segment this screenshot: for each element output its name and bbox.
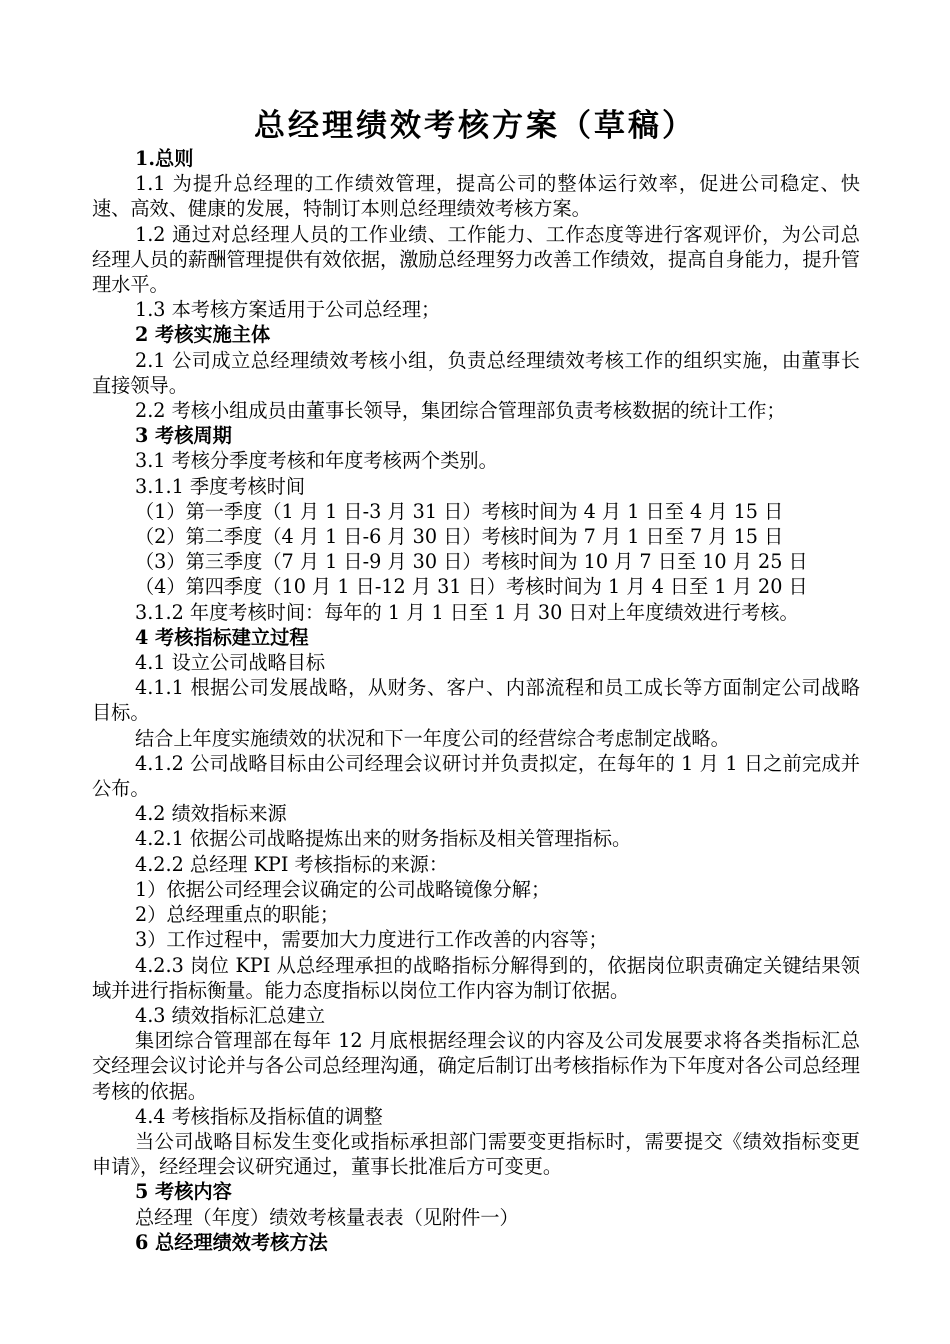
paragraph: 1.3 本考核方案适用于公司总经理； <box>135 298 441 322</box>
paragraph: 3.1.1 季度考核时间 <box>135 474 306 498</box>
document-title: 总经理绩效考核方案（草稿） <box>254 108 696 144</box>
paragraph: 4.2.1 依据公司战略提炼出来的财务指标及相关管理指标。 <box>135 827 632 851</box>
paragraph: 集团综合管理部在每年 12 月底根据经理会议的内容及公司发展要求将各类指标汇总交经理会议讨论并与各公司总经理沟通，确定后制订出考核指标作为下年度对各公司总经理考核的依据。 <box>92 1029 860 1103</box>
paragraph: 2.1 公司成立总经理绩效考核小组，负责总经理绩效考核工作的组织实施，由董事长直接领导。 <box>92 348 860 397</box>
paragraph: 结合上年度实施绩效的状况和下一年度公司的经营综合考虑制定战略。 <box>135 726 730 750</box>
section-heading: 3 考核周期 <box>135 424 232 448</box>
paragraph: （2）第二季度（4 月 1 日-6 月 30 日）考核时间为 7 月 1 日至 7 月 15 日 <box>135 525 784 549</box>
paragraph: 1.2 通过对总经理人员的工作业绩、工作能力、工作态度等进行客观评价，为公司总经理人员的薪酬管理提供有效依据，激励总经理努力改善工作绩效，提高自身能力，提升管理水平。 <box>92 222 860 297</box>
section-heading: 5 考核内容 <box>135 1180 232 1204</box>
paragraph: 4.3 绩效指标汇总建立 <box>135 1003 326 1027</box>
paragraph: 4.2 绩效指标来源 <box>135 802 287 826</box>
paragraph: 1.1 为提升总经理的工作绩效管理，提高公司的整体运行效率，促进公司稳定、快速、高效、健康的发展，特制订本则总经理绩效考核方案。 <box>92 172 860 221</box>
paragraph: 4.1.1 根据公司发展战略，从财务、客户、内部流程和员工成长等方面制定公司战略目标。 <box>92 676 860 725</box>
paragraph: 当公司战略目标发生变化或指标承担部门需要变更指标时，需要提交《绩效指标变更申请》，经经理会议研究通过，董事长批准后方可变更。 <box>92 1129 860 1179</box>
paragraph: 3）工作过程中，需要加大力度进行工作改善的内容等； <box>135 928 608 952</box>
paragraph: 4.1.2 公司战略目标由公司经理会议研讨并负责拟定，在每年的 1 月 1 日之前完成并公布。 <box>92 751 860 801</box>
section-heading: 1.总则 <box>135 147 194 170</box>
section-heading: 2 考核实施主体 <box>135 323 271 347</box>
paragraph: 2.2 考核小组成员由董事长领导，集团综合管理部负责考核数据的统计工作； <box>135 399 786 423</box>
section-heading: 6 总经理绩效考核方法 <box>135 1230 328 1254</box>
paragraph: 总经理（年度）绩效考核量表表（见附件一） <box>135 1205 519 1229</box>
paragraph: 4.4 考核指标及指标值的调整 <box>135 1104 383 1128</box>
paragraph: （1）第一季度（1 月 1 日-3 月 31 日）考核时间为 4 月 1 日至 4 月 15 日 <box>135 499 784 523</box>
paragraph: （4）第四季度（10 月 1 日-12 月 31 日）考核时间为 1 月 4 日至 1 月 20 日 <box>135 575 808 599</box>
section-heading: 4 考核指标建立过程 <box>135 625 309 649</box>
document-body <box>92 146 860 1255</box>
paragraph: 1）依据公司经理会议确定的公司战略镜像分解； <box>135 877 551 901</box>
paragraph: 2）总经理重点的职能； <box>135 903 340 927</box>
paragraph: （3）第三季度（7 月 1 日-9 月 30 日）考核时间为 10 月 7 日至 10 月 25 日 <box>135 550 808 574</box>
paragraph: 3.1 考核分季度考核和年度考核两个类别。 <box>135 449 498 473</box>
paragraph: 4.2.3 岗位 KPI 从总经理承担的战略指标分解得到的，依据岗位职责确定关键结果领域并进行指标衡量。能力态度指标以岗位工作内容为制订依据。 <box>92 953 860 1002</box>
paragraph: 3.1.2 年度考核时间：每年的 1 月 1 日至 1 月 30 日对上年度绩效进行考核。 <box>135 600 799 624</box>
paragraph: 4.2.2 总经理 KPI 考核指标的来源： <box>135 852 449 876</box>
paragraph: 4.1 设立公司战略目标 <box>135 651 326 675</box>
